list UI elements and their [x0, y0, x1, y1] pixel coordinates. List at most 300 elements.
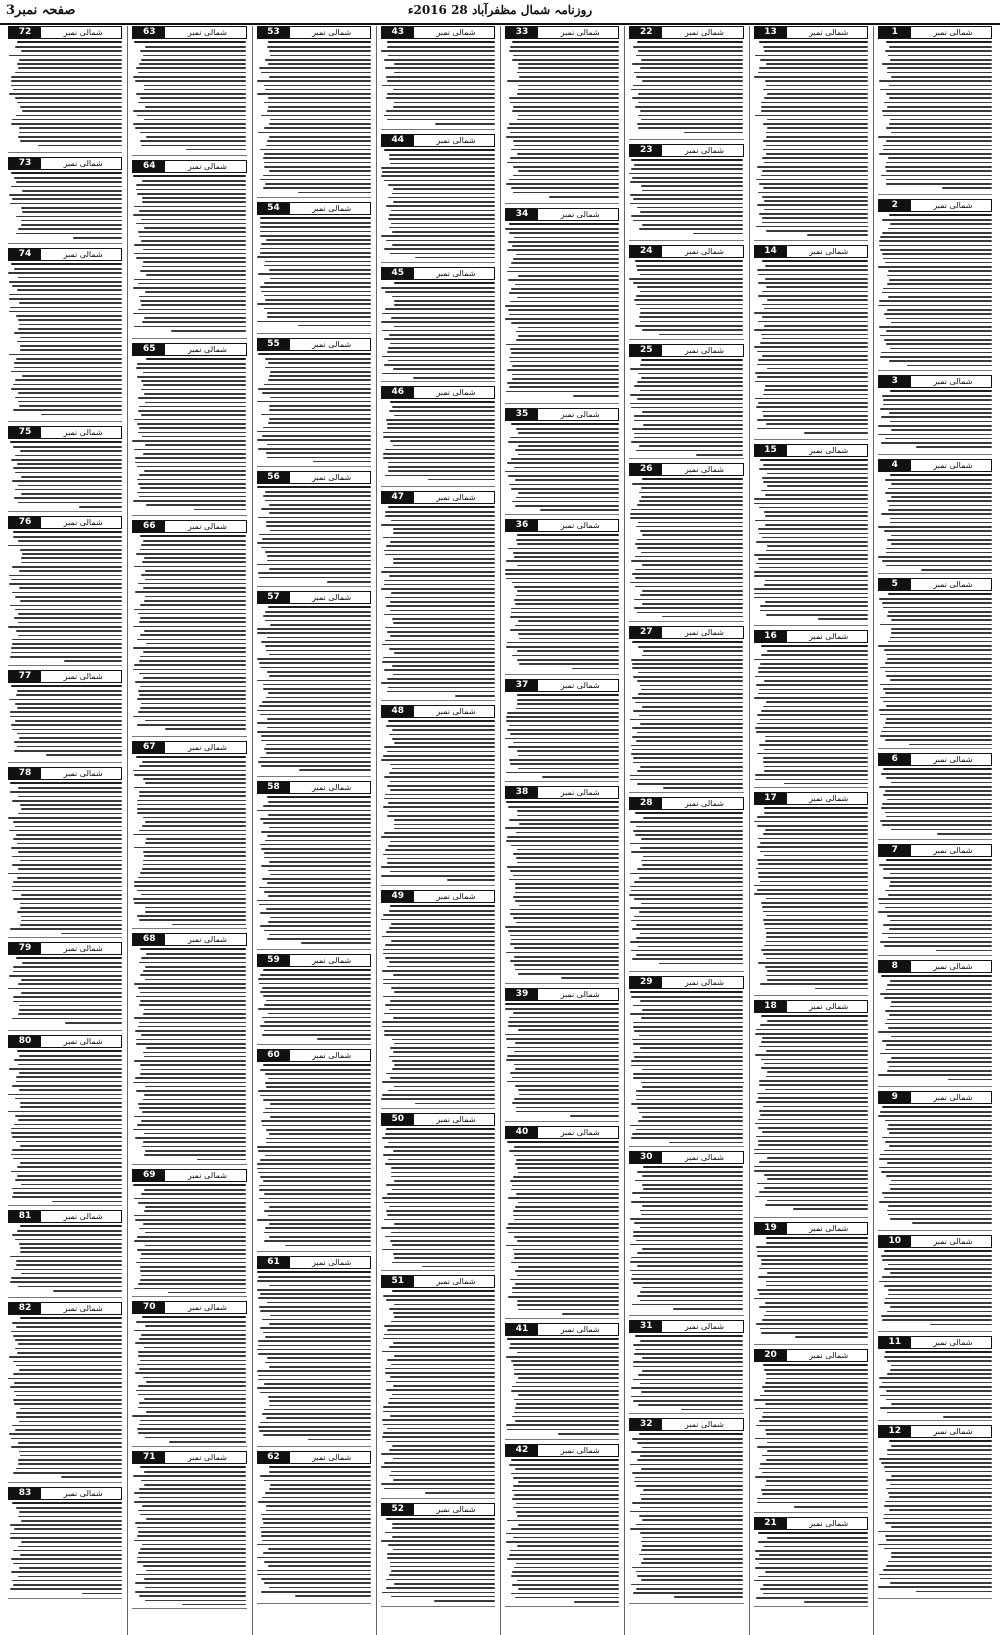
text-line: [511, 488, 619, 490]
text-line: [755, 1123, 867, 1125]
text-line: [633, 1361, 743, 1363]
text-line: [635, 260, 743, 262]
text-line: [760, 342, 867, 344]
text-line: [263, 1332, 370, 1334]
text-line: [764, 749, 868, 751]
ad-number: 12: [879, 1426, 911, 1437]
text-line: [261, 1591, 371, 1593]
text-line: [390, 163, 495, 165]
text-line: [879, 1386, 992, 1388]
text-line: [260, 231, 370, 233]
text-line: [15, 1348, 122, 1350]
text-line: [20, 1106, 123, 1108]
ad-label: شمالی نمبر: [436, 28, 476, 37]
text-line: [767, 650, 868, 652]
text-line: [263, 1180, 371, 1182]
text-line: [136, 1043, 247, 1045]
ad-text-block: [381, 401, 495, 486]
ad-text-block: [8, 263, 122, 421]
text-line: [884, 1466, 992, 1468]
text-line: [268, 1565, 370, 1567]
text-line: [12, 1136, 122, 1138]
text-line: [635, 1349, 744, 1351]
text-line: [518, 85, 620, 87]
text-line: [632, 697, 744, 699]
text-line: [386, 1210, 495, 1212]
text-line: [882, 933, 992, 935]
text-line: [390, 1415, 495, 1417]
text-line: [765, 1204, 868, 1206]
text-line: [880, 735, 992, 737]
text-line: [265, 1492, 371, 1494]
masthead-rule: [0, 23, 1000, 25]
text-line: [8, 1094, 122, 1096]
text-line: [643, 817, 744, 819]
text-line: [518, 89, 619, 91]
text-line: [388, 360, 495, 362]
ad-header: [8, 157, 122, 170]
text-line: [519, 1094, 620, 1096]
text-line: [758, 1127, 868, 1129]
text-line: [384, 798, 495, 800]
text-line: [755, 1567, 868, 1569]
text-line: [630, 1511, 744, 1513]
text-line: [9, 294, 122, 296]
text-line: [393, 445, 495, 447]
text-line: [393, 188, 495, 190]
text-line: [764, 1187, 868, 1189]
text-line: [136, 996, 247, 998]
text-line: [387, 93, 495, 95]
text-line: [516, 339, 620, 341]
text-line: [145, 46, 247, 48]
text-line: [879, 864, 992, 866]
text-line: [509, 819, 620, 821]
classified-ad: [381, 134, 495, 263]
text-line: [134, 847, 247, 849]
text-line: [260, 1327, 371, 1329]
ad-header: [505, 26, 619, 39]
text-line: [884, 102, 992, 104]
text-line: [765, 966, 867, 968]
text-line: [637, 123, 744, 125]
ad-number: 67: [133, 742, 165, 753]
text-line: [508, 1232, 619, 1234]
ad-header: [505, 408, 619, 421]
text-line: [21, 979, 122, 981]
text-line: [390, 1047, 495, 1049]
text-line: [18, 1576, 122, 1578]
text-line: [890, 421, 992, 423]
text-line: [384, 580, 495, 582]
ad-header: [381, 705, 495, 718]
text-line: [389, 734, 495, 736]
text-line: [513, 1210, 619, 1212]
ad-number: 33: [506, 27, 538, 38]
text-line: [632, 1472, 743, 1474]
text-line: [268, 422, 371, 424]
text-line: [392, 665, 495, 667]
text-line: [511, 423, 620, 425]
text-line: [259, 1189, 370, 1191]
text-line: [22, 553, 123, 555]
text-line: [630, 886, 744, 888]
text-line: [138, 1552, 247, 1554]
text-line: [136, 367, 246, 369]
text-line: [269, 170, 371, 172]
text-line: [387, 46, 495, 48]
text-line: [641, 1541, 743, 1543]
text-line: [517, 565, 620, 567]
text-line: [755, 1476, 867, 1478]
text-line: [517, 699, 619, 701]
ad-label: شمالی نمبر: [63, 1304, 103, 1313]
text-line: [266, 452, 370, 454]
text-line: [883, 727, 992, 729]
text-line: [765, 580, 867, 582]
text-line: [880, 624, 992, 626]
text-line: [12, 856, 122, 858]
text-line: [641, 1579, 744, 1581]
text-line: [517, 694, 619, 696]
text-line: [389, 1398, 495, 1400]
text-line: [759, 41, 867, 43]
text-line: [139, 962, 247, 964]
text-line: [257, 564, 370, 566]
text-line: [260, 1475, 371, 1477]
text-line: [382, 661, 495, 663]
text-line: [642, 1545, 743, 1547]
text-line: [384, 1034, 495, 1036]
text-line: [761, 1332, 868, 1334]
text-line: [508, 746, 619, 748]
ad-text-block: [878, 768, 992, 839]
text-line: [425, 1492, 495, 1494]
text-line: [891, 1180, 992, 1182]
text-line: [513, 896, 620, 898]
text-line: [514, 1098, 619, 1100]
text-line: [394, 1257, 495, 1259]
text-line: [393, 89, 495, 91]
text-line: [640, 1047, 743, 1049]
text-line: [257, 1146, 371, 1148]
text-line: [145, 1206, 247, 1208]
text-line: [542, 776, 619, 778]
text-line: [890, 522, 992, 524]
text-line: [518, 170, 619, 172]
text-line: [505, 1034, 619, 1036]
text-line: [631, 407, 743, 409]
text-line: [270, 1315, 371, 1317]
ad-label: شمالی نمبر: [63, 672, 103, 681]
text-line: [879, 1574, 992, 1576]
classified-ad: [132, 26, 246, 156]
text-line: [515, 1042, 619, 1044]
ad-number: 79: [9, 943, 41, 954]
ad-header: [8, 248, 122, 261]
text-line: [880, 941, 992, 943]
text-line: [258, 353, 371, 355]
text-line: [639, 492, 744, 494]
text-line: [145, 1245, 247, 1247]
text-line: [507, 162, 620, 164]
text-line: [763, 394, 868, 396]
text-line: [139, 1338, 246, 1340]
ad-label: شمالی نمبر: [436, 892, 476, 901]
text-line: [136, 1090, 246, 1092]
text-line: [145, 106, 246, 108]
text-line: [763, 46, 868, 48]
text-line: [630, 907, 743, 909]
text-line: [263, 1552, 371, 1554]
text-line: [759, 67, 868, 69]
text-line: [264, 282, 371, 284]
news-column: [6, 26, 124, 1635]
text-line: [515, 1163, 619, 1165]
text-line: [878, 1586, 992, 1588]
text-line: [884, 945, 992, 947]
ad-label: شمالی نمبر: [63, 159, 103, 168]
text-line: [141, 1253, 247, 1255]
text-line: [382, 1351, 495, 1353]
text-line: [141, 1034, 246, 1036]
text-line: [10, 928, 122, 930]
text-line: [12, 1149, 122, 1151]
ad-number: 1: [879, 27, 911, 38]
text-line: [12, 639, 122, 641]
text-line: [630, 368, 743, 370]
text-line: [264, 153, 371, 155]
text-line: [262, 701, 371, 703]
text-line: [383, 453, 495, 455]
text-line: [135, 462, 246, 464]
text-line: [19, 1511, 122, 1513]
text-line: [10, 203, 122, 205]
text-line: [262, 538, 371, 540]
ad-number: 66: [133, 521, 165, 532]
text-line: [19, 324, 122, 326]
text-line: [881, 416, 992, 418]
text-line: [263, 1434, 371, 1436]
text-line: [139, 1368, 246, 1370]
text-line: [886, 330, 992, 332]
text-line: [631, 1257, 743, 1259]
text-line: [513, 1176, 620, 1178]
text-line: [139, 1488, 247, 1490]
text-line: [506, 560, 620, 562]
text-line: [267, 555, 370, 557]
text-line: [9, 281, 122, 283]
text-line: [879, 598, 992, 600]
text-line: [883, 1569, 992, 1571]
text-line: [755, 1196, 867, 1198]
text-line: [633, 1073, 743, 1075]
text-line: [879, 1201, 992, 1203]
text-line: [885, 907, 992, 909]
text-line: [12, 198, 123, 200]
column-divider: [127, 26, 128, 1635]
text-line: [891, 1556, 992, 1558]
text-line: [633, 1592, 743, 1594]
text-line: [506, 720, 619, 722]
text-line: [518, 1089, 619, 1091]
text-line: [887, 1210, 992, 1212]
text-line: [11, 172, 122, 174]
text-line: [763, 757, 868, 759]
text-line: [890, 1218, 992, 1220]
text-line: [759, 567, 868, 569]
text-line: [754, 1580, 868, 1582]
classified-ad: [629, 1418, 743, 1604]
text-line: [886, 718, 992, 720]
text-line: [630, 941, 743, 943]
text-line: [640, 390, 744, 392]
ad-text-block: [878, 214, 992, 370]
text-line: [140, 549, 247, 551]
ad-text-block: [8, 41, 122, 152]
text-line: [634, 72, 744, 74]
text-line: [889, 1132, 992, 1134]
text-line: [136, 257, 246, 259]
text-line: [515, 1085, 619, 1087]
text-line: [630, 394, 743, 396]
text-line: [392, 1244, 495, 1246]
ad-text-block: [878, 593, 992, 748]
text-line: [891, 429, 992, 431]
text-line: [135, 1372, 247, 1374]
text-line: [508, 309, 619, 311]
text-line: [890, 390, 992, 392]
text-line: [263, 1099, 371, 1101]
text-line: [141, 240, 246, 242]
text-line: [891, 1552, 992, 1554]
ad-number: 72: [9, 27, 41, 38]
text-line: [763, 464, 868, 466]
classified-ad: [132, 1451, 246, 1609]
text-line: [387, 751, 495, 753]
text-line: [139, 1402, 246, 1404]
text-line: [909, 744, 992, 746]
text-line: [881, 1171, 992, 1173]
text-line: [295, 1595, 371, 1597]
text-line: [766, 1285, 868, 1287]
text-line: [133, 626, 246, 628]
text-line: [17, 63, 123, 65]
text-line: [641, 860, 744, 862]
classified-ad: [878, 578, 992, 749]
ad-text-block: [257, 1466, 371, 1603]
text-line: [516, 708, 620, 710]
text-line: [15, 379, 122, 381]
news-column: [503, 26, 621, 1635]
text-line: [388, 845, 495, 847]
text-line: [16, 957, 122, 959]
ad-header: [132, 1301, 246, 1314]
text-line: [630, 517, 744, 519]
text-line: [517, 153, 619, 155]
dateline: روزنامہ شمال مظفرآباد 28 2016ء: [407, 3, 593, 17]
text-line: [510, 301, 620, 303]
text-line: [755, 372, 868, 374]
text-line: [758, 402, 867, 404]
classified-ad: [505, 26, 619, 204]
text-line: [19, 405, 123, 407]
ad-label: شمالی نمبر: [809, 446, 849, 455]
text-line: [515, 1206, 620, 1208]
text-line: [633, 1022, 743, 1024]
text-line: [391, 1596, 495, 1598]
text-line: [886, 318, 992, 320]
ad-text-block: [8, 1225, 122, 1297]
text-line: [640, 1197, 743, 1199]
text-line: [269, 50, 371, 52]
text-line: [260, 1095, 371, 1097]
text-line: [759, 1080, 868, 1082]
text-line: [18, 868, 122, 870]
text-line: [269, 827, 370, 829]
text-line: [512, 374, 619, 376]
text-line: [888, 593, 992, 595]
text-line: [383, 1154, 495, 1156]
text-line: [265, 1073, 371, 1075]
text-line: [10, 1256, 122, 1258]
text-line: [299, 769, 371, 771]
text-line: [640, 364, 744, 366]
text-line: [267, 1357, 371, 1359]
classified-ad: [257, 1049, 371, 1252]
text-line: [509, 357, 619, 359]
text-line: [766, 1373, 868, 1375]
text-line: [880, 1407, 992, 1409]
text-line: [878, 1031, 992, 1033]
text-line: [20, 1102, 122, 1104]
text-line: [883, 1518, 992, 1520]
text-line: [15, 1429, 123, 1431]
text-line: [382, 373, 495, 375]
text-line: [133, 1129, 246, 1131]
text-line: [630, 181, 743, 183]
text-line: [632, 1502, 743, 1504]
text-line: [758, 282, 868, 284]
ad-label: شمالی نمبر: [187, 162, 227, 171]
classified-ad: [629, 245, 743, 340]
text-line: [261, 865, 371, 867]
text-line: [572, 668, 619, 670]
ad-header: [381, 267, 495, 280]
text-line: [16, 315, 122, 317]
text-line: [637, 41, 744, 43]
text-line: [754, 659, 868, 661]
text-line: [878, 425, 992, 427]
text-line: [638, 672, 743, 674]
text-line: [759, 1084, 868, 1086]
text-line: [882, 219, 992, 221]
text-line: [631, 920, 743, 922]
text-line: [8, 272, 122, 274]
ad-text-block: [132, 535, 246, 736]
text-line: [518, 1029, 619, 1031]
text-line: [145, 596, 246, 598]
text-line: [766, 153, 867, 155]
text-line: [139, 830, 247, 832]
text-line: [140, 1548, 247, 1550]
text-line: [20, 1455, 122, 1457]
text-line: [637, 504, 744, 506]
text-line: [267, 835, 371, 837]
text-line: [510, 1180, 619, 1182]
text-line: [761, 110, 868, 112]
ad-header: [381, 1275, 495, 1288]
